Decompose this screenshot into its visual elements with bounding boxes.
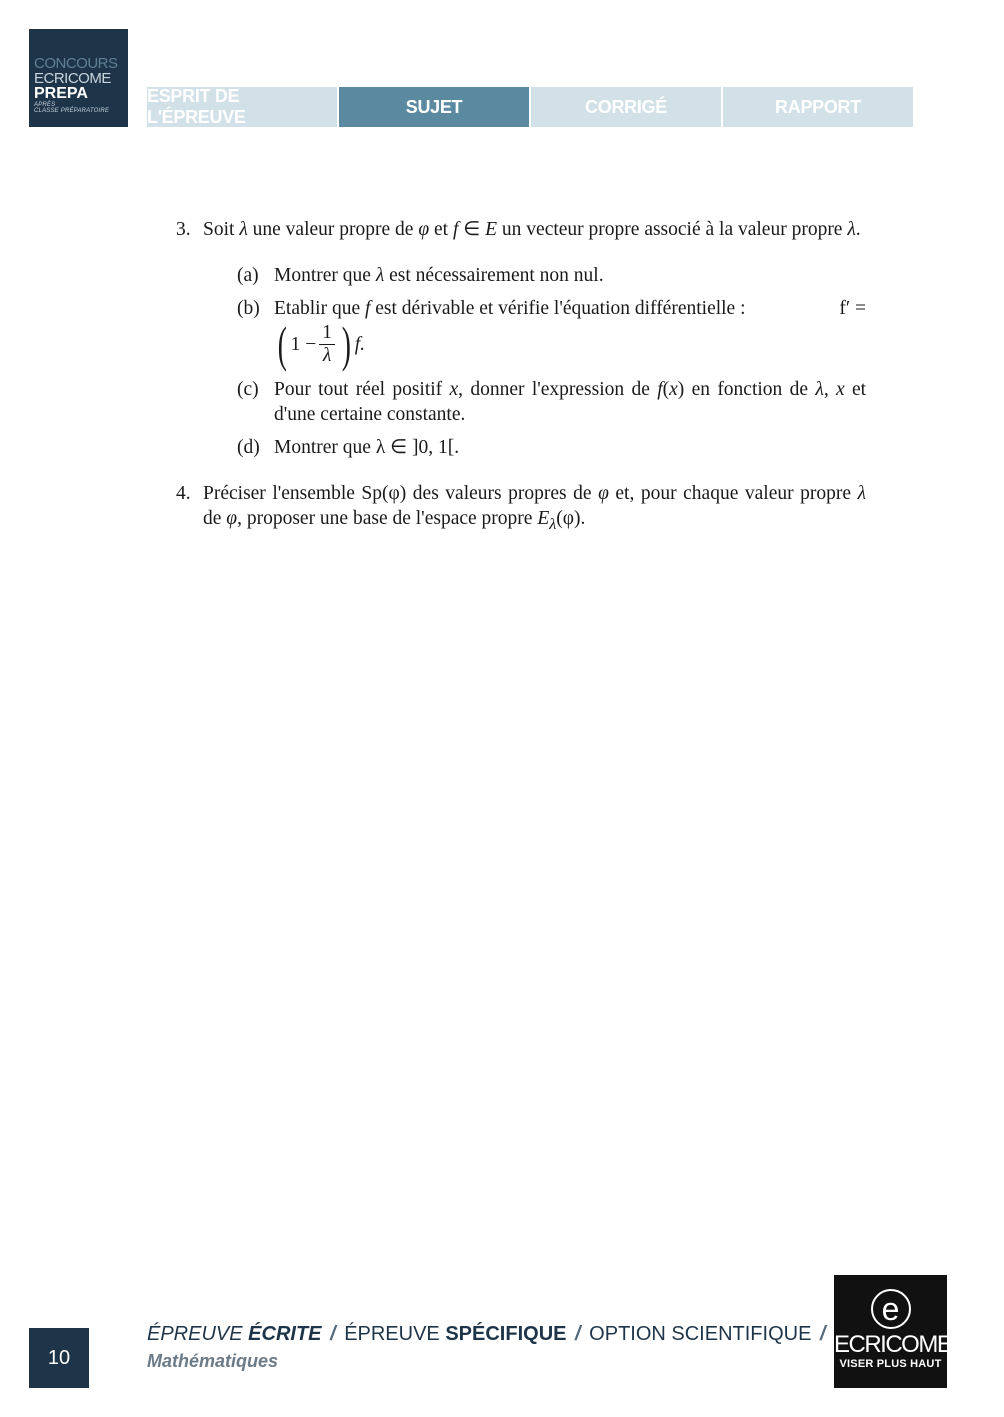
part-c-text: Pour tout réel positif: [274, 379, 443, 400]
footer-word: OPTION SCIENTIFIQUE: [589, 1323, 812, 1345]
part-b-text: est dérivable et vérifie l'équation différentielle :: [375, 298, 746, 319]
footer-slash: /: [819, 1323, 826, 1345]
fraction: [319, 322, 335, 367]
page-number: 10: [29, 1328, 89, 1388]
part-a: (a) Montrer que λ est nécessairement non nul.: [237, 265, 604, 286]
left-paren: (: [277, 316, 287, 372]
part-c-text: et d'une certaine constante.: [274, 379, 867, 425]
eigenspace-symbol: E: [537, 508, 550, 529]
q4-text: Préciser l'ensemble Sp(φ) des valeurs propres de: [203, 483, 592, 504]
brand-name: ECRICOME: [834, 1331, 952, 1358]
question-number: 3.: [176, 219, 191, 240]
part-b: (b) Etablir que f est dérivable et vérifie l'équation différentielle : f′ = ( 1 − $\frac{1}{\lambda}$ ) f.: [237, 298, 866, 372]
equation-one-minus: 1 −: [290, 333, 317, 355]
exam-descriptor: [147, 1323, 829, 1346]
part-d: [230, 435, 866, 460]
question-number: 4.: [176, 483, 191, 504]
q3-text: et: [434, 219, 449, 240]
logo-line-prepa: PREPA: [34, 85, 88, 102]
footer-word: SPÉCIFIQUE: [445, 1323, 567, 1345]
question-3: 3. Soit λ une valeur propre de φ et f ∈ E un vecteur propre associé à la valeur propre λ. (a) Montrer que λ est nécessairement non nul. (b) Etablir que f est dérivable et vérifie l'équation différentielle : f′ = ( 1 − $\frac{1}{\lambda}$ ) f. (c) Pour tout réel positif x, donner l'expression de f(x) en fonction de λ, x et d'une certaine constante. (d) Montrer que λ ∈ ]0, 1[.: [176, 219, 867, 458]
part-c-text: en fonction de: [691, 379, 809, 400]
exam-content: [176, 215, 866, 537]
tab-corrige[interactable]: CORRIGÉ: [531, 87, 721, 127]
q3-parts: [203, 263, 866, 460]
ecricome-brand-logo: [834, 1275, 952, 1388]
tab-esprit[interactable]: ESPRIT DE L'ÉPREUVE: [147, 87, 337, 127]
equation-lhs: f′ =: [839, 298, 866, 319]
equation-tail: f.: [354, 333, 365, 355]
eigenspace-subscript: λ: [549, 514, 557, 533]
part-label: (d): [237, 437, 260, 458]
logo-line-classe: CLASSE PRÉPARATOIRE: [34, 108, 110, 114]
q3-text: un vecteur propre associé à la valeur propre: [501, 219, 843, 240]
section-tabs: [147, 87, 913, 127]
part-label: (a): [237, 265, 259, 286]
part-label: (c): [237, 379, 259, 400]
part-d-text: Montrer que: [274, 437, 371, 458]
logo-line-apres: APRÈS: [34, 102, 56, 108]
q3-text: une valeur propre de: [252, 219, 414, 240]
q4-text: et, pour chaque valeur propre: [615, 483, 852, 504]
concours-logo: [29, 29, 128, 127]
footer-word: ÉCRITE: [248, 1323, 322, 1345]
footer-slash: /: [575, 1323, 581, 1345]
part-d-math: λ ∈ ]0, 1[.: [375, 437, 460, 458]
subject-name: Mathématiques: [147, 1351, 279, 1371]
fraction-numerator: 1: [319, 322, 335, 345]
logo-line-ecricome: ECRICOME: [34, 70, 111, 87]
q4-text: de: [203, 508, 222, 529]
right-paren: ): [341, 316, 351, 372]
question-4: 4. Préciser l'ensemble Sp(φ) des valeurs propres de φ et, pour chaque valeur propre λ de φ, proposer une base de l'espace propre $E_\lambda(\varphi)$.: [176, 483, 867, 533]
footer-word: ÉPREUVE: [344, 1323, 440, 1345]
part-a-text: est nécessairement non nul.: [389, 265, 604, 286]
footer-word: ÉPREUVE: [147, 1323, 243, 1345]
differential-equation: [274, 316, 839, 372]
part-b-text: Etablir que: [274, 298, 361, 319]
q3-text: Soit: [203, 219, 235, 240]
part-a-text: Montrer que: [274, 265, 371, 286]
part-label: (b): [237, 298, 260, 319]
tab-sujet[interactable]: SUJET: [339, 87, 529, 127]
part-c: (c) Pour tout réel positif x, donner l'expression de f(x) en fonction de λ, x et d'une certaine constante.: [237, 379, 867, 425]
fraction-denominator: λ: [322, 344, 332, 366]
q4-text: , proposer une base de l'espace propre: [237, 508, 533, 529]
brand-tagline: VISER PLUS HAUT: [839, 1358, 942, 1370]
brand-e-icon: e: [871, 1289, 911, 1329]
tab-rapport[interactable]: RAPPORT: [723, 87, 913, 127]
part-c-text: , donner l'expression de: [458, 379, 650, 400]
logo-line-concours: CONCOURS: [34, 55, 118, 72]
footer-slash: /: [330, 1323, 336, 1345]
eigenspace-tail: (φ).: [556, 508, 586, 529]
